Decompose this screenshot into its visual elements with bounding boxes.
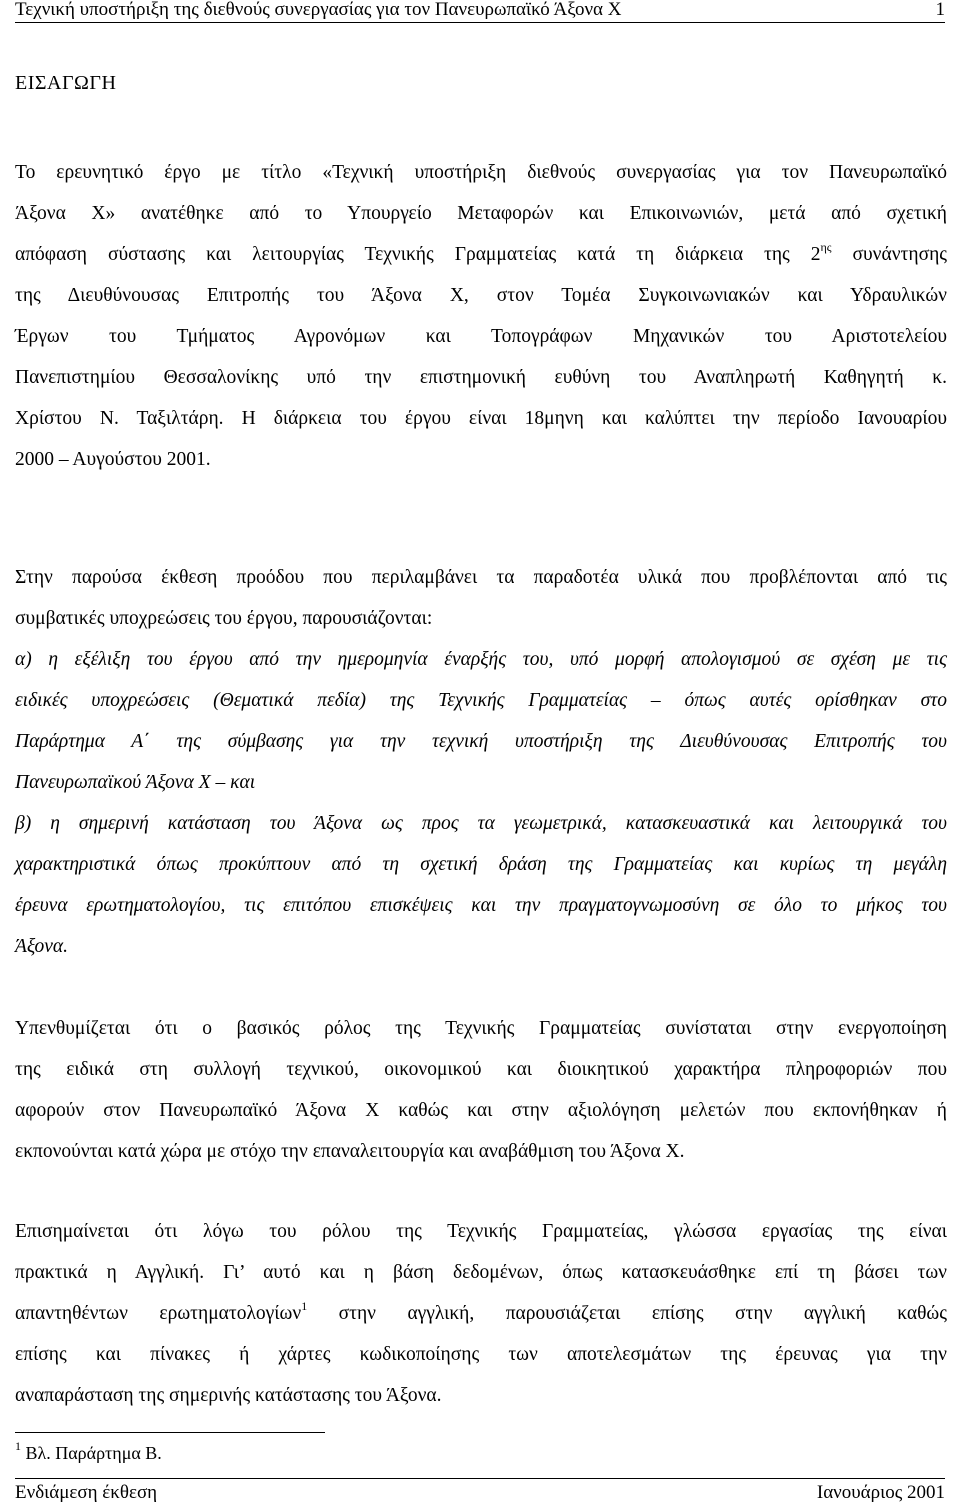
text-line: α) η εξέλιξη του έργου από την ημερομηνία έναρξής του, υπό μορφή απολογισμού σε σχέση με τις bbox=[15, 649, 947, 670]
footnote-marker: 1 bbox=[301, 1299, 308, 1313]
text-line: πρακτικά η Αγγλική. Γι’ αυτό και η βάση δεδομένων, όπως κατασκευάσθηκε επί τη βάσει των bbox=[15, 1262, 947, 1283]
footnote-divider bbox=[15, 1432, 325, 1433]
paragraph-report bbox=[15, 557, 947, 967]
text-line: Επισημαίνεται ότι λόγω του ρόλου της Τεχνικής Γραμματείας, γλώσσα εργασίας της είναι bbox=[15, 1221, 947, 1242]
text-line: απόφαση σύστασης και λειτουργίας Τεχνικής Γραμματείας κατά τη διάρκεια της $2^{\eta\varsigma}$ συνάντησης bbox=[15, 240, 947, 265]
text-line: Στην παρούσα έκθεση προόδου που περιλαμβάνει τα παραδοτέα υλικά που προβλέπονται από τις bbox=[15, 567, 947, 588]
text-line: Πανευρωπαϊκού Άξονα Χ – και bbox=[15, 772, 256, 793]
text-line: αφορούν στον Πανευρωπαϊκό Άξονα Χ καθώς και στην αξιολόγηση μελετών που εκπονήθηκαν ή bbox=[15, 1100, 947, 1121]
running-header bbox=[15, 0, 945, 23]
text-line: έρευνα ερωτηματολογίου, τις επιτόπου επισκέψεις και την πραγματογνωμοσύνη σε όλο το μήκος του bbox=[15, 895, 947, 916]
header-title: Τεχνική υποστήριξη της διεθνούς συνεργασίας για τον Πανευρωπαϊκό Άξονα Χ bbox=[15, 0, 622, 20]
text-line: απαντηθέντων ερωτηματολογίων$^1$ στην αγγλική, παρουσιάζεται επίσης στην αγγλική καθώς bbox=[15, 1299, 947, 1324]
text-line: εκπονούνται κατά χώρα με στόχο την επαναλειτουργία και αναβάθμιση του Άξονα Χ. bbox=[15, 1141, 685, 1162]
text-line: Παράρτημα Α΄ της σύμβασης για την τεχνική υποστήριξη της Διευθύνουσας Επιτροπής του bbox=[15, 731, 947, 752]
text-line: ειδικές υποχρεώσεις (Θεματικά πεδία) της Τεχνικής Γραμματείας – όπως αυτές ορίσθηκαν στο bbox=[15, 690, 947, 711]
paragraph-role bbox=[15, 1008, 947, 1172]
footer-left: Ενδιάμεση έκθεση bbox=[15, 1482, 158, 1503]
text-line: Χρίστου Ν. Ταξιλτάρη. Η διάρκεια του έργου είναι 18μηνη και καλύπτει την περίοδο Ιανουαρίου bbox=[15, 408, 947, 429]
text-line: χαρακτηριστικά όπως προκύπτουν από τη σχετική δράση της Γραμματείας και κυρίως τη μεγάλη bbox=[15, 854, 947, 875]
footnote-number: 1 bbox=[15, 1439, 21, 1453]
text-line: Το ερευνητικό έργο με τίτλο «Τεχνική υποστήριξη διεθνούς συνεργασίας για τον Πανευρωπαϊκό bbox=[15, 162, 947, 183]
text-line: συμβατικές υποχρεώσεις του έργου, παρουσιάζονται: bbox=[15, 608, 433, 629]
text-line: Υπενθυμίζεται ότι ο βασικός ρόλος της Τεχνικής Γραμματείας συνίσταται στην ενεργοποίηση bbox=[15, 1018, 947, 1039]
paragraph-language bbox=[15, 1211, 947, 1416]
text-line: της ειδικά στη συλλογή τεχνικού, οικονομικού και διοικητικού χαρακτήρα πληροφοριών που bbox=[15, 1059, 947, 1080]
text-line: Άξονα. bbox=[15, 936, 68, 957]
page-number: 1 bbox=[935, 0, 945, 20]
text-line: επίσης και πίνακες ή χάρτες κωδικοποίησης των αποτελεσμάτων της έρευνας για την bbox=[15, 1344, 947, 1365]
text-line: Άξονα Χ» ανατέθηκε από το Υπουργείο Μεταφορών και Επικοινωνιών, μετά από σχετική bbox=[15, 203, 947, 224]
text-line: β) η σημερινή κατάσταση του Άξονα ως προς τα γεωμετρικά, κατασκευαστικά και λειτουργικά του bbox=[15, 813, 947, 834]
paragraph-intro bbox=[15, 152, 947, 480]
text-line: αναπαράσταση της σημερινής κατάστασης του Άξονα. bbox=[15, 1385, 442, 1406]
footnote-text: Βλ. Παράρτημα Β. bbox=[21, 1443, 162, 1463]
superscript: ης bbox=[820, 240, 832, 254]
running-footer bbox=[15, 1478, 945, 1503]
section-heading: ΕΙΣΑΓΩΓΗ bbox=[15, 72, 117, 94]
footnote bbox=[15, 1439, 162, 1464]
text-line: 2000 – Αυγούστου 2001. bbox=[15, 449, 211, 470]
footer-right: Ιανουάριος 2001 bbox=[816, 1482, 945, 1503]
text-line: της Διευθύνουσας Επιτροπής του Άξονα Χ, στον Τομέα Συγκοινωνιακών και Υδραυλικών bbox=[15, 285, 947, 306]
text-line: Πανεπιστημίου Θεσσαλονίκης υπό την επιστημονική ευθύνη του Αναπληρωτή Καθηγητή κ. bbox=[15, 367, 947, 388]
text-line: Έργων του Τμήματος Αγρονόμων και Τοπογράφων Μηχανικών του Αριστοτελείου bbox=[15, 326, 947, 347]
